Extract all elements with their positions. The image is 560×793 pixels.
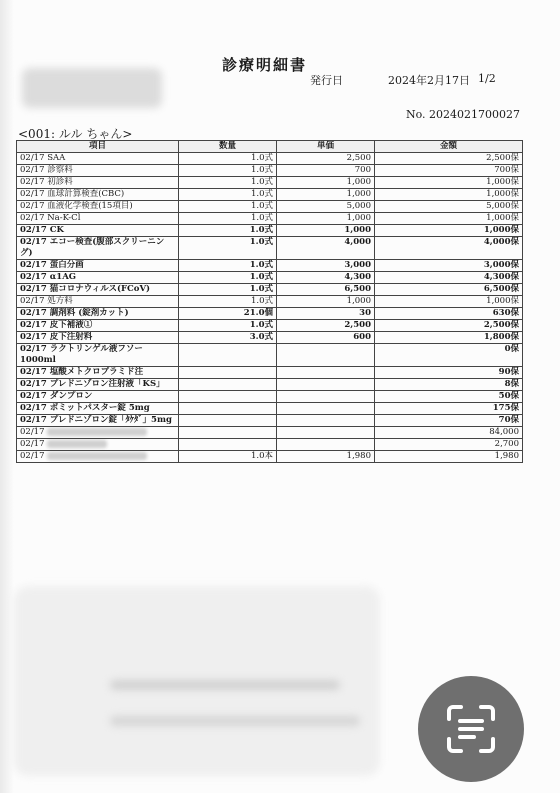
- row-date: 02/17: [20, 379, 47, 389]
- row-price-cell: 1,000: [277, 189, 375, 201]
- row-qty-cell: [179, 367, 277, 379]
- row-qty-cell: 1.0式: [179, 177, 277, 189]
- row-amount-cell: 6,500保: [375, 284, 523, 296]
- row-qty-cell: 1.0式: [179, 225, 277, 237]
- table-row: [17, 308, 523, 320]
- row-qty-cell: 3.0式: [179, 332, 277, 344]
- row-price-cell: 700: [277, 165, 375, 177]
- col-header-qty: 数量: [179, 141, 277, 153]
- row-date: 02/17: [20, 225, 47, 235]
- row-item-cell: [17, 415, 179, 427]
- row-item-name: 処方料: [47, 296, 73, 306]
- row-qty-cell: 1.0式: [179, 260, 277, 272]
- row-item-cell: [17, 403, 179, 415]
- table-row: [17, 320, 523, 332]
- row-item-cell: [17, 296, 179, 308]
- row-qty-cell: 1.0式: [179, 201, 277, 213]
- table-body: [17, 153, 523, 463]
- redacted-text-line: [110, 716, 360, 726]
- issue-date-label: 発行日: [310, 74, 343, 87]
- row-qty-cell: 1.0式: [179, 213, 277, 225]
- table-row: [17, 344, 523, 367]
- row-price-cell: 4,300: [277, 272, 375, 284]
- row-amount-cell: 1,980: [375, 451, 523, 463]
- row-item-name: α1AG: [49, 272, 77, 282]
- row-amount-cell: 4,300保: [375, 272, 523, 284]
- row-item-name: 皮下注射料: [49, 332, 93, 342]
- table-row: [17, 225, 523, 237]
- table-row: [17, 403, 523, 415]
- row-item-name: ラクトリンゲル液フソー1000ml: [20, 344, 143, 365]
- row-qty-cell: 1.0式: [179, 284, 277, 296]
- row-qty-cell: 1.0式: [179, 296, 277, 308]
- row-amount-cell: 8保: [375, 379, 523, 391]
- row-item-cell: [17, 165, 179, 177]
- row-item-name: 塩酸メトクロプラミド注: [49, 367, 144, 377]
- row-date: 02/17: [20, 451, 45, 461]
- row-item-cell: [17, 379, 179, 391]
- row-price-cell: 1,000: [277, 177, 375, 189]
- row-item-name: 猫コロナウィルス(FCoV): [49, 284, 151, 294]
- table-row: [17, 332, 523, 344]
- row-amount-cell: 2,700: [375, 439, 523, 451]
- row-price-cell: 6,500: [277, 284, 375, 296]
- redacted-item-name: [47, 452, 147, 460]
- table-row: [17, 189, 523, 201]
- row-price-cell: [277, 403, 375, 415]
- row-date: 02/17: [20, 189, 45, 199]
- row-date: 02/17: [20, 153, 45, 163]
- row-item-cell: [17, 189, 179, 201]
- row-item-cell: [17, 427, 179, 439]
- row-item-cell: [17, 237, 179, 260]
- row-amount-cell: 2,500保: [375, 320, 523, 332]
- row-price-cell: 600: [277, 332, 375, 344]
- row-price-cell: 4,000: [277, 237, 375, 260]
- table-row: [17, 296, 523, 308]
- table-row: [17, 213, 523, 225]
- row-qty-cell: [179, 344, 277, 367]
- row-amount-cell: 1,000保: [375, 189, 523, 201]
- row-amount-cell: 1,000保: [375, 177, 523, 189]
- row-date: 02/17: [20, 367, 47, 377]
- table-row: [17, 415, 523, 427]
- row-item-cell: [17, 308, 179, 320]
- col-header-price: 単価: [277, 141, 375, 153]
- row-amount-cell: 175保: [375, 403, 523, 415]
- table-row: [17, 367, 523, 379]
- table-row: [17, 379, 523, 391]
- row-item-cell: [17, 201, 179, 213]
- row-price-cell: 1,000: [277, 225, 375, 237]
- row-date: 02/17: [20, 296, 45, 306]
- row-amount-cell: 0保: [375, 344, 523, 367]
- row-price-cell: [277, 439, 375, 451]
- row-item-name: ダンプロン: [49, 391, 93, 401]
- row-date: 02/17: [20, 344, 47, 354]
- row-price-cell: 5,000: [277, 201, 375, 213]
- table-row: [17, 165, 523, 177]
- row-amount-cell: 1,000保: [375, 296, 523, 308]
- row-item-name: 蛋白分画: [49, 260, 84, 270]
- table-row: [17, 177, 523, 189]
- row-date: 02/17: [20, 308, 47, 318]
- table-row: [17, 391, 523, 403]
- table-row: [17, 427, 523, 439]
- redacted-clinic-info: [22, 68, 162, 108]
- redacted-text-line: [110, 680, 340, 690]
- row-qty-cell: [179, 439, 277, 451]
- row-date: 02/17: [20, 427, 45, 437]
- row-item-cell: [17, 272, 179, 284]
- row-qty-cell: 1.0式: [179, 237, 277, 260]
- row-qty-cell: [179, 415, 277, 427]
- row-date: 02/17: [20, 391, 47, 401]
- row-item-name: 診察料: [47, 165, 73, 175]
- page-indicator: 1/2: [478, 72, 496, 85]
- row-amount-cell: 1,800保: [375, 332, 523, 344]
- row-price-cell: [277, 415, 375, 427]
- row-amount-cell: 700保: [375, 165, 523, 177]
- table-row: [17, 439, 523, 451]
- row-item-cell: [17, 177, 179, 189]
- row-amount-cell: 1,000保: [375, 225, 523, 237]
- row-item-name: CK: [49, 225, 64, 235]
- row-date: 02/17: [20, 272, 47, 282]
- row-item-name: 調剤料 (錠剤カット): [49, 308, 129, 318]
- itemized-table: [16, 140, 523, 463]
- table-header-row: [17, 141, 523, 153]
- table-row: [17, 237, 523, 260]
- row-item-name: 皮下補液①: [49, 320, 93, 330]
- row-item-name: Na-K-Cl: [47, 213, 81, 223]
- live-text-button[interactable]: [418, 676, 524, 782]
- table-row: [17, 201, 523, 213]
- row-item-name: 血液化学検査(15項目): [47, 201, 133, 211]
- row-date: 02/17: [20, 213, 45, 223]
- row-item-name: プレドニゾロン注射液「KS」: [49, 379, 165, 389]
- row-item-name: ポミットパスター錠 5mg: [49, 403, 150, 413]
- row-amount-cell: 84,000: [375, 427, 523, 439]
- table-row: [17, 451, 523, 463]
- table-row: [17, 260, 523, 272]
- row-date: 02/17: [20, 415, 47, 425]
- row-qty-cell: [179, 403, 277, 415]
- row-amount-cell: 5,000保: [375, 201, 523, 213]
- row-item-cell: [17, 332, 179, 344]
- row-date: 02/17: [20, 165, 45, 175]
- row-amount-cell: 2,500保: [375, 153, 523, 165]
- row-price-cell: 2,500: [277, 320, 375, 332]
- row-item-name: SAA: [47, 153, 66, 163]
- row-price-cell: 1,000: [277, 296, 375, 308]
- row-qty-cell: 1.0式: [179, 153, 277, 165]
- row-item-cell: [17, 439, 179, 451]
- row-qty-cell: [179, 391, 277, 403]
- table-row: [17, 284, 523, 296]
- row-qty-cell: [179, 379, 277, 391]
- row-price-cell: 2,500: [277, 153, 375, 165]
- redacted-item-name: [47, 440, 107, 448]
- issue-line: [310, 72, 496, 88]
- row-price-cell: 1,000: [277, 213, 375, 225]
- row-qty-cell: [179, 427, 277, 439]
- row-qty-cell: 1.0式: [179, 165, 277, 177]
- row-item-cell: [17, 260, 179, 272]
- row-item-cell: [17, 284, 179, 296]
- row-item-name: プレドニゾロン錠「ﾀｹﾀﾞ」5mg: [49, 415, 172, 425]
- row-price-cell: [277, 391, 375, 403]
- row-amount-cell: 1,000保: [375, 213, 523, 225]
- row-item-cell: [17, 344, 179, 367]
- row-amount-cell: 50保: [375, 391, 523, 403]
- row-item-name: 血球計算検査(CBC): [47, 189, 125, 199]
- row-date: 02/17: [20, 403, 47, 413]
- table-row: [17, 272, 523, 284]
- row-qty-cell: 1.0式: [179, 272, 277, 284]
- row-date: 02/17: [20, 320, 47, 330]
- document-number: No. 2024021700027: [406, 108, 521, 121]
- row-price-cell: [277, 344, 375, 367]
- row-amount-cell: 3,000保: [375, 260, 523, 272]
- col-header-amount: 金額: [375, 141, 523, 153]
- document-title: 診療明細書: [222, 56, 308, 74]
- row-item-cell: [17, 153, 179, 165]
- row-item-cell: [17, 225, 179, 237]
- issue-date: 2024年2月17日: [388, 74, 470, 87]
- row-price-cell: 1,980: [277, 451, 375, 463]
- row-item-cell: [17, 320, 179, 332]
- row-item-name: エコー検査(腹部スクリーニング): [20, 237, 165, 258]
- row-qty-cell: 1.0本: [179, 451, 277, 463]
- row-qty-cell: 1.0式: [179, 189, 277, 201]
- table-row: [17, 153, 523, 165]
- row-qty-cell: 1.0式: [179, 320, 277, 332]
- row-date: 02/17: [20, 439, 45, 449]
- row-qty-cell: 21.0個: [179, 308, 277, 320]
- row-price-cell: [277, 427, 375, 439]
- row-date: 02/17: [20, 332, 47, 342]
- row-date: 02/17: [20, 284, 47, 294]
- row-item-cell: [17, 213, 179, 225]
- row-price-cell: 3,000: [277, 260, 375, 272]
- redacted-item-name: [47, 428, 147, 436]
- row-date: 02/17: [20, 260, 47, 270]
- patient-name: <001: ルル ちゃん>: [18, 127, 133, 141]
- text-scan-icon: [443, 701, 499, 757]
- row-date: 02/17: [20, 201, 45, 211]
- row-price-cell: 30: [277, 308, 375, 320]
- row-price-cell: [277, 379, 375, 391]
- row-item-cell: [17, 451, 179, 463]
- row-amount-cell: 630保: [375, 308, 523, 320]
- row-date: 02/17: [20, 237, 47, 247]
- col-header-item: 項目: [17, 141, 179, 153]
- row-item-cell: [17, 391, 179, 403]
- row-amount-cell: 70保: [375, 415, 523, 427]
- row-amount-cell: 90保: [375, 367, 523, 379]
- row-price-cell: [277, 367, 375, 379]
- page-edge-shadow: [0, 0, 14, 793]
- row-item-name: 初診料: [47, 177, 73, 187]
- row-amount-cell: 4,000保: [375, 237, 523, 260]
- row-date: 02/17: [20, 177, 45, 187]
- row-item-cell: [17, 367, 179, 379]
